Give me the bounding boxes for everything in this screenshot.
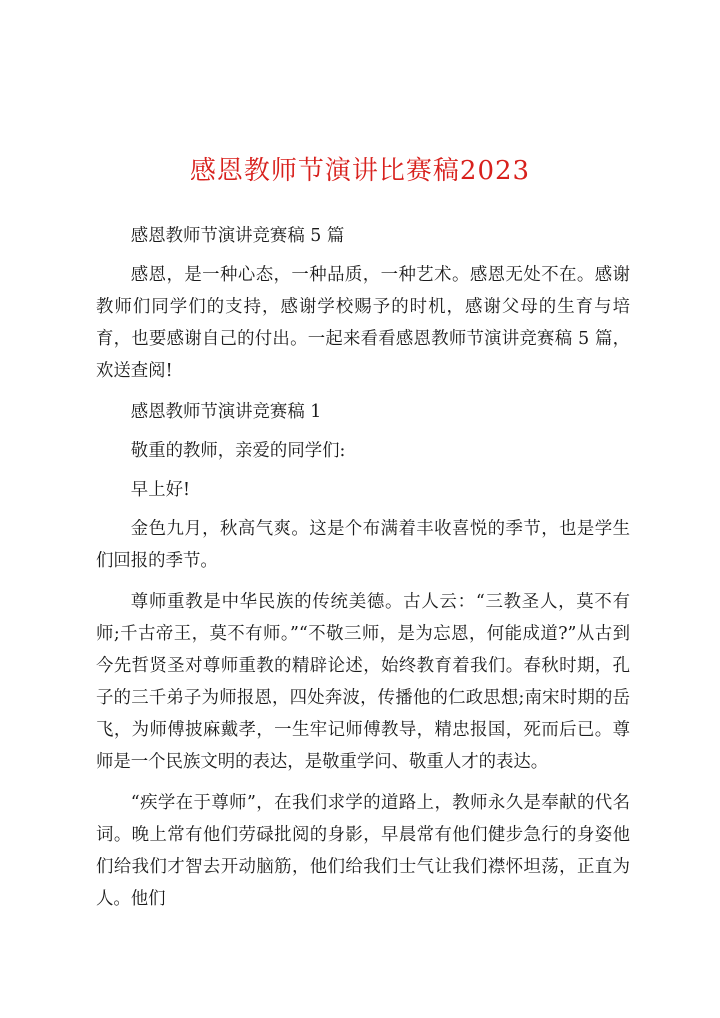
paragraph-speech-heading: 感恩教师节演讲竞赛稿 1 xyxy=(130,402,322,422)
document-body xyxy=(96,220,630,924)
paragraph-intro: 感恩，是一种心态，一种品质，一种艺术。感恩无处不在。感谢教师们同学们的支持，感谢学校赐予的时机，感谢父母的生育与培育，也要感谢自己的付出。一起来看看感恩教师节演讲竞赛稿 5 篇，欢送查阅! xyxy=(96,265,630,381)
document-title: 感恩教师节演讲比赛稿2023 xyxy=(189,156,531,186)
paragraph-respect-teachers: 尊师重教是中华民族的传统美德。古人云：“三教圣人，莫不有师;千古帝王，莫不有师。”“不敬三师，是为忘恩，何能成道?”从古到今先哲贤圣对尊师重教的精辟论述，始终教育着我们。春秋时期，孔子的三千弟子为师报恩，四处奔波，传播他的仁政思想;南宋时期的岳飞，为师傅披麻戴孝，一生牢记师傅教导，精忠报国，死而后已。尊师是一个民族文明的表达，是敬重学问、敬重人才的表达。 xyxy=(96,592,630,772)
paragraph-dedication: “疾学在于尊师”，在我们求学的道路上，教师永久是奉献的代名词。晚上常有他们劳碌批阅的身影，早晨常有他们健步急行的身姿他们给我们才智去开动脑筋，他们给我们士气让我们襟怀坦荡，正直为人。他们 xyxy=(96,793,630,909)
paragraph-september: 金色九月，秋高气爽。这是个布满着丰收喜悦的季节，也是学生们回报的季节。 xyxy=(96,519,630,571)
paragraph-subtitle: 感恩教师节演讲竞赛稿 5 篇 xyxy=(130,226,345,246)
paragraph-greeting: 早上好! xyxy=(130,480,190,500)
paragraph-salutation: 敬重的教师，亲爱的同学们: xyxy=(130,441,346,461)
